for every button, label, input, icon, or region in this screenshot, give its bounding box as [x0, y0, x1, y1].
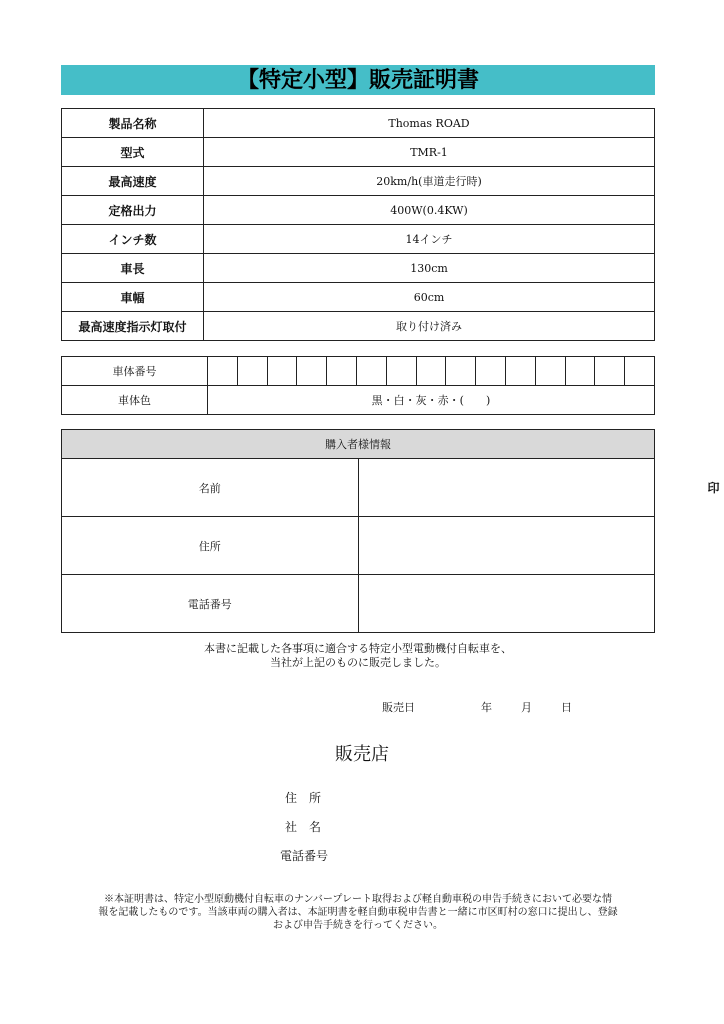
- spec-label: 最高速度指示灯取付: [62, 312, 204, 341]
- table-row: [62, 167, 655, 196]
- footnote-line: および申告手続きを行ってください。: [273, 920, 443, 931]
- vehicle-table: [61, 356, 655, 415]
- serial-digit-box[interactable]: [595, 357, 625, 386]
- table-row: [62, 138, 655, 167]
- store-phone-label: 電話番号: [280, 849, 329, 863]
- serial-digit-box[interactable]: [505, 357, 535, 386]
- table-row: [62, 386, 655, 415]
- spec-value: 14インチ: [204, 225, 655, 254]
- serial-digit-box[interactable]: [535, 357, 565, 386]
- table-row: [62, 517, 655, 575]
- vehicle-serial-label: 車体番号: [62, 357, 208, 386]
- title-bar: [61, 65, 655, 95]
- serial-digit-box[interactable]: [476, 357, 506, 386]
- statement-line: 本書に記載した各事項に適合する特定小型電動機付自転車を、: [204, 642, 512, 655]
- spec-label: 型式: [62, 138, 204, 167]
- spec-value: 取り付け済み: [204, 312, 655, 341]
- table-row: [62, 196, 655, 225]
- serial-digit-box[interactable]: [297, 357, 327, 386]
- spec-label: インチ数: [62, 225, 204, 254]
- spec-table: [61, 108, 655, 341]
- table-row: [62, 254, 655, 283]
- footnote-line: 報を記載したものです。当該車両の購入者は、本証明書を軽自動車税申告書と一緒に市区町村の窓口に提出し、登録: [98, 907, 618, 918]
- buyer-name-label: 名前: [62, 459, 359, 517]
- sale-date-label: 販売日: [382, 701, 415, 714]
- buyer-name-field[interactable]: [358, 459, 720, 517]
- buyer-table: [61, 429, 720, 633]
- buyer-address-label: 住所: [62, 517, 359, 575]
- table-row: [62, 430, 655, 459]
- serial-digit-box[interactable]: [356, 357, 386, 386]
- vehicle-color-label: 車体色: [62, 386, 208, 415]
- serial-digit-box[interactable]: [565, 357, 595, 386]
- table-row: [62, 225, 655, 254]
- table-row: [62, 109, 655, 138]
- buyer-address-field[interactable]: [358, 517, 655, 575]
- statement-line: 当社が上記のものに販売しました。: [270, 656, 446, 669]
- table-row: [62, 575, 655, 633]
- store-title: 販売店: [335, 744, 389, 765]
- spec-value: TMR-1: [204, 138, 655, 167]
- serial-digit-box[interactable]: [446, 357, 476, 386]
- spec-value: 130cm: [204, 254, 655, 283]
- serial-digit-box[interactable]: [267, 357, 297, 386]
- footnote: [61, 893, 655, 932]
- spec-value: 20km/h(車道走行時): [204, 167, 655, 196]
- spec-label: 製品名称: [62, 109, 204, 138]
- spec-label: 定格出力: [62, 196, 204, 225]
- sale-date-day: 日: [561, 701, 572, 714]
- table-row: [62, 459, 655, 517]
- serial-digit-box[interactable]: [327, 357, 357, 386]
- vehicle-color-options[interactable]: 黒・白・灰・赤・( ): [207, 386, 654, 415]
- seal-mark: 印: [707, 481, 720, 495]
- table-row: [62, 312, 655, 341]
- spec-label: 最高速度: [62, 167, 204, 196]
- serial-digit-box[interactable]: [237, 357, 267, 386]
- serial-digit-box[interactable]: [416, 357, 446, 386]
- serial-digit-box[interactable]: [386, 357, 416, 386]
- table-row: [62, 283, 655, 312]
- buyer-phone-field[interactable]: [358, 575, 655, 633]
- spec-value: Thomas ROAD: [204, 109, 655, 138]
- certification-statement: [61, 642, 655, 670]
- buyer-phone-label: 電話番号: [62, 575, 359, 633]
- spec-value: 400W(0.4KW): [204, 196, 655, 225]
- page-title: 【特定小型】販売証明書: [236, 68, 479, 93]
- buyer-header: 購入者様情報: [62, 430, 655, 459]
- table-row: [62, 357, 655, 386]
- spec-value: 60cm: [204, 283, 655, 312]
- spec-label: 車幅: [62, 283, 204, 312]
- store-company-label: 社 名: [285, 820, 322, 834]
- serial-digit-box[interactable]: [207, 357, 237, 386]
- footnote-line: ※本証明書は、特定小型原動機付自転車のナンバープレート取得および軽自動車税の申告手続きにおいて必要な情: [104, 894, 612, 905]
- sale-date-year: 年: [481, 701, 492, 714]
- serial-digit-box[interactable]: [625, 357, 655, 386]
- sale-date-month: 月: [521, 701, 532, 714]
- store-address-label: 住 所: [285, 791, 322, 805]
- spec-label: 車長: [62, 254, 204, 283]
